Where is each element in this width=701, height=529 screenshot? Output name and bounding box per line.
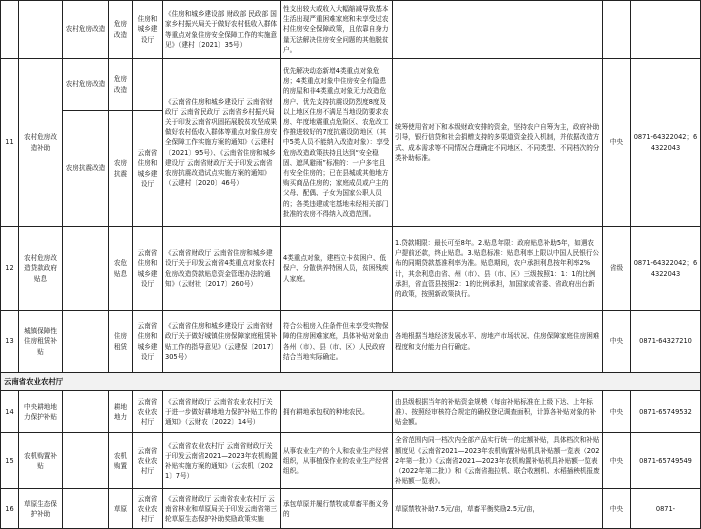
policy-basis-cell: 《云南省财政厅 云南省农业农村厅 云南省林业和草原局关于印发云南省第三轮草原生态保护补助奖励政策实施 (163, 489, 281, 529)
row-no-cell: 15 (1, 433, 19, 489)
standard-cell: 统筹使用省对下和本级财政安排的资金，坚持农户自筹为主，政府补助引导，银行信贷和社会捐赠支持的多渠道资金投入机制，并依据改造方式、成本需求等不同情况合理确定不同地区、不同类型、不同档次的分类补助标准。 (393, 59, 603, 227)
department-cell: 住房和城乡建设厅 (133, 1, 163, 59)
item-type-cell: 危房改造 (109, 1, 133, 59)
level-cell: 省级 (603, 227, 631, 311)
table-row (1, 433, 701, 489)
phone-cell: 0871-65749549 (631, 433, 701, 489)
item-type-cell: 住房租赁 (109, 311, 133, 373)
item-type-cell: 农房抗震 (109, 111, 133, 227)
row-no-cell: 13 (1, 311, 19, 373)
policy-name-cell (19, 1, 63, 59)
standard-cell: 全省范围内同一档次内全部产品实行统一的定额补贴，具体档次和补贴额度见《云南省2021—2023年农机购置补贴机具补贴额一览表（2022年第一批）》《云南省2021—2023年农机购置补贴机具补贴额一览表（2022年第二批）》和《云南省拖拉机、联合收割机、水稻插秧机报废补贴额一览表》。 (393, 433, 603, 489)
item-name-cell: 农村危房改造 (63, 59, 109, 111)
policy-basis-cell: 《云南省财政厅 云南省农业农村厅关于进一步做好耕地地力保护补贴工作的通知》（云财农〔2022〕14号） (163, 391, 281, 433)
policy-basis-cell: 《云南省住房和城乡建设厅 云南省财政厅关于做好城镇住房保障家庭租赁补贴工作的指导意见》（云建保〔2017〕305号） (163, 311, 281, 373)
item-type-cell: 农机购置 (109, 433, 133, 489)
item-type-cell: 耕地地力 (109, 391, 133, 433)
target-cell: 拥有耕地承包权的种地农民。 (281, 391, 393, 433)
row-no-cell: 16 (1, 489, 19, 529)
policy-basis-cell: 《云南省住房和城乡建设厅 云南省财政厅 云南省民政厅 云南省乡村振兴局关于印发云南省巩固拓展脱贫攻坚成果做好农村低收入群体等重点对象住房安全保障工作实施方案的通知》（云建村〔2021〕95号）、《云南省住房和城乡建设厅 云南省财政厅关于印发云南省农房抗震改造试点实施方案的通知》（云建村〔2020〕46号） (163, 59, 281, 227)
policy-basis-cell: 《云南省农业农村厅 云南省财政厅关于印发云南省2021—2023年农机购置补贴实施方案的通知》（云农机〔2021〕7号） (163, 433, 281, 489)
row-no-cell (1, 1, 19, 59)
row-no-cell: 12 (1, 227, 19, 311)
target-cell: 承包草原并履行禁牧或草畜平衡义务的 (281, 489, 393, 529)
row-no-cell: 14 (1, 391, 19, 433)
table-row (1, 227, 701, 311)
item-name-cell: 农村危房改造 (63, 1, 109, 59)
item-type-cell: 草原 (109, 489, 133, 529)
department-cell: 云南省住房和城乡建设厅 (133, 111, 163, 227)
phone-cell (631, 1, 701, 59)
item-name-cell (63, 391, 109, 433)
phone-cell: 0871-64322042；64322043 (631, 227, 701, 311)
item-name-cell (63, 311, 109, 373)
phone-cell: 0871-64322042；64322043 (631, 59, 701, 227)
target-cell: 从事农业生产的个人和农业生产经营组织，从事植保作业的农业生产经营组织。 (281, 433, 393, 489)
policy-name-cell: 农村危房改造贷款政府贴息 (19, 227, 63, 311)
policy-basis-cell: 《住房和城乡建设部 财政部 民政部 国家乡村振兴局关于做好农村低收入群体等重点对象住房安全保障工作的实施意见》（建村〔2021〕35号） (163, 1, 281, 59)
standard-cell: 各地根据当地经济发展水平、房地产市场状况、住房保障家庭住房困难程度和支付能力自行确定。 (393, 311, 603, 373)
department-cell: 云南省住房和城乡建设厅 (133, 227, 163, 311)
policy-name-cell: 城镇保障性住房租赁补贴 (19, 311, 63, 373)
standard-cell: 草原禁牧补助7.5元/亩，草畜平衡奖励2.5元/亩， (393, 489, 603, 529)
standard-cell: 由县级根据当年的补贴资金规模（每亩补贴标准在上级下达、上年标准）、按照经审核符合规定的确权登记调查面积，计算各补贴对象的补贴金额。 (393, 391, 603, 433)
phone-cell: 0871-64327210 (631, 311, 701, 373)
level-cell: 中央 (603, 489, 631, 529)
item-name-cell: 农房抗震改造 (63, 111, 109, 227)
standard-cell: 1.贷款期限：最长可至8年。2.贴息年限：政府贴息补助5年，如遇农户提前还款，终止贴息。3.贴息标准：贴息利率上限以中国人民银行公布的同期贷款基准利率为准。贴息期间，农户承担利息按年利率2%计，其余利息由省、州（市）、县（市、区）三级按照1：1：1的比例承担，省直管县按照2：1的比例承担，加国家或省委、省政府出台新的政策，按照新政策执行。 (393, 227, 603, 311)
department-cell: 云南省住房和城乡建设厅 (133, 311, 163, 373)
target-cell: 符合公租房入住条件但未享受实物保障的住房困难家庭，具体补贴对象由各州（市）、县（市、区）人民政府结合当地实际确定。 (281, 311, 393, 373)
table-row (1, 1, 701, 59)
policy-basis-cell: 《云南省财政厅 云南省住房和城乡建设厅关于印发云南省4类重点对象农村危房改造贷款贴息资金管理办法的通知》（云财社〔2017〕260号） (163, 227, 281, 311)
department-cell: 云南省农业农村厅 (133, 489, 163, 529)
item-type-cell: 危房改造 (109, 59, 133, 111)
level-cell: 中央 (603, 311, 631, 373)
level-cell: 中央 (603, 59, 631, 227)
phone-cell: 0871- (631, 489, 701, 529)
policy-name-cell: 草原生态保护补助 (19, 489, 63, 529)
table-row (1, 311, 701, 373)
target-cell: 性支出较大或收入大幅缩减导致基本生活出现严重困难家庭和未享受过农村住房安全保障政策，且依靠自身力量无法解决住房安全问题的其他脱贫户。 (281, 1, 393, 59)
department-cell (133, 59, 163, 111)
policy-name-cell: 中央耕地地力保护补贴 (19, 391, 63, 433)
item-name-cell (63, 433, 109, 489)
table-row (1, 59, 701, 111)
standard-cell (393, 1, 603, 59)
level-cell: 中央 (603, 391, 631, 433)
table-row (1, 489, 701, 529)
target-cell: 优先解决动态新增4类重点对象危房；4类重点对象中住房安全有隐患的房屋和非4类重点对象无力改造危房户、优先支持抗震设防烈度8度及以上地区住房不满足当地设防要求农房、年度地震重点危险区、农危改工作推进较好的7度抗震设防地区（其中5类人员不能纳入改造对象）：享受危房改造政策扶持且达到“安全稳固、遮风避雨”标准的：一户多宅且有安全住房的；已在县城或其他地方购买商品住房的；家庭成员或户主的父母、配偶、子女为国家公职人员的；各类违建或宅基地未经相关部门批准的农房不得纳入改造范围。 (281, 59, 393, 227)
department-cell: 云南省农业农村厅 (133, 391, 163, 433)
department-cell: 云南省农业农村厅 (133, 433, 163, 489)
table-row (1, 391, 701, 433)
item-name-cell (63, 227, 109, 311)
section-row (1, 373, 701, 391)
policy-name-cell: 农机购置补贴 (19, 433, 63, 489)
policy-name-cell: 农村危房改造补助 (19, 59, 63, 227)
section-title: 云南省农业农村厅 (1, 373, 701, 391)
item-type-cell: 农危贴息 (109, 227, 133, 311)
phone-cell: 0871-65749532 (631, 391, 701, 433)
row-no-cell: 11 (1, 59, 19, 227)
level-cell: 中央 (603, 433, 631, 489)
item-name-cell (63, 489, 109, 529)
level-cell (603, 1, 631, 59)
target-cell: 4类重点对象，建档立卡贫困户、低保户、分散供养特困人员，贫困残疾人家庭。 (281, 227, 393, 311)
